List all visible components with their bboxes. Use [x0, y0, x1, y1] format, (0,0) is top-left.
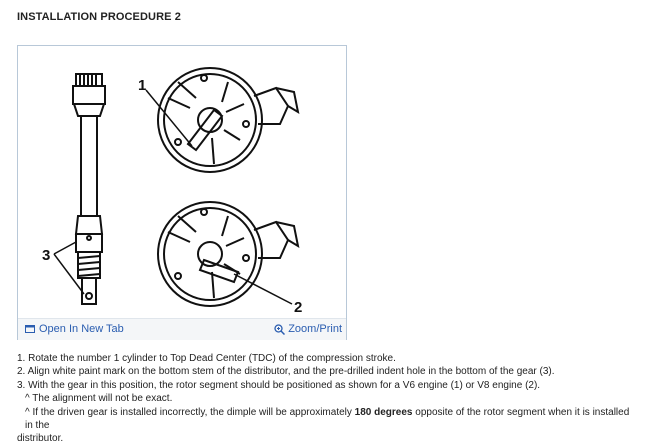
open-in-new-tab-label: Open In New Tab: [39, 323, 124, 335]
zoom-print-label: Zoom/Print: [288, 323, 342, 335]
open-in-new-tab-link[interactable]: [25, 323, 124, 335]
v6-rotor-view: [158, 68, 298, 172]
open-tab-icon: [25, 324, 35, 334]
zoom-print-link[interactable]: [274, 323, 342, 335]
instructions: [17, 352, 637, 446]
step-1: 1. Rotate the number 1 cylinder to Top Dead Center (TDC) of the compression stroke.: [17, 353, 396, 364]
magnifier-icon: [274, 324, 285, 335]
note-2-continued: distributor.: [17, 433, 64, 445]
note-1: ^ The alignment will not be exact.: [25, 393, 173, 405]
callout-1: 1: [138, 77, 147, 94]
step-2: 2. Align white paint mark on the bottom stem of the distributor, and the pre-drilled indent hole in the bottom of the gear (3).: [17, 366, 555, 378]
note-2-text-end: opposite of the rotor segment when it is installed in the: [25, 406, 630, 432]
distributor-illustration[interactable]: [18, 46, 346, 316]
note-2: [17, 406, 637, 433]
note-2-emphasis: 180 degrees: [354, 406, 413, 418]
step-3: 3. With the gear in this position, the rotor segment should be positioned as shown for a V6 engine (1) or V8 engine (2).: [17, 379, 541, 391]
distributor-shaft: [73, 74, 105, 304]
callout-3: 3: [42, 247, 51, 264]
note-2-text: ^ If the driven gear is installed incorrectly, the dimple will be approximately: [25, 406, 355, 418]
figure-toolbar: [18, 318, 346, 340]
callout-2: 2: [294, 299, 303, 316]
page-title: INSTALLATION PROCEDURE 2: [17, 11, 181, 23]
v8-rotor-view: [158, 202, 298, 306]
